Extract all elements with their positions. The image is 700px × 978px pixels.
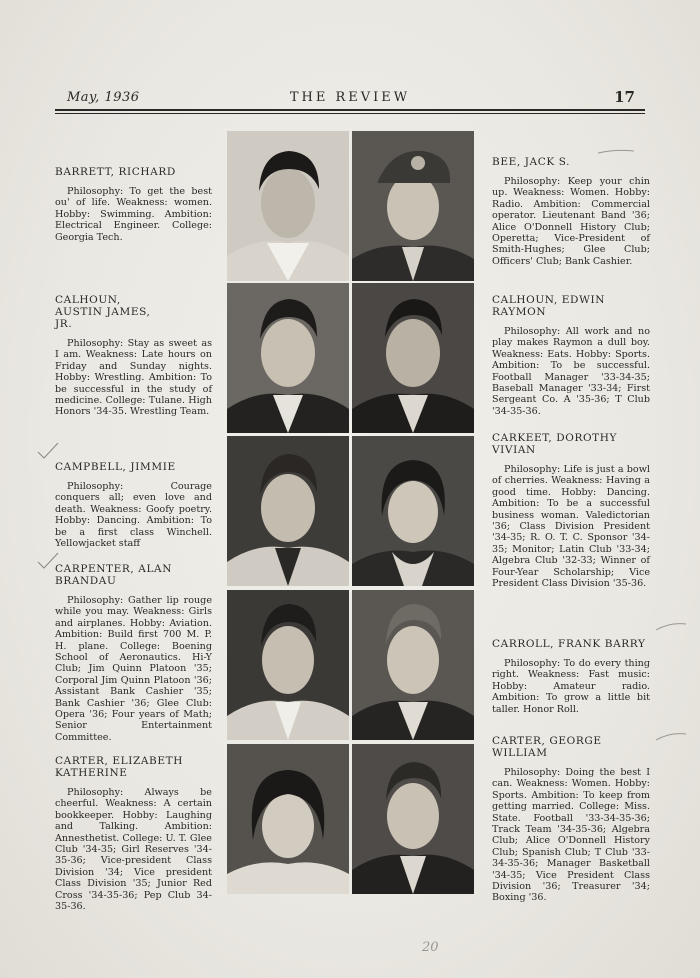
page-header [55,86,645,116]
entry-bio: Philosophy: To get the best ou' of life. Weakness: women. Hobby: Swimming. Ambition: Electrical Engineer. College: Georgia Tech. [55,186,212,243]
header-date: May, 1936 [67,90,140,105]
header-rule [55,109,645,111]
entry-carroll [492,638,650,715]
pencil-dash-mark [654,620,688,634]
entry-name: BARRETT, RICHARD [55,166,176,178]
entry-bio: Philosophy: Life is just a bowl of cherries. Weakness: Having a good time. Hobby: Dancing. Ambition: To be a successful business woman. Valedictorian '36; Class Division President '34-35; R. O. T. C. Sponsor '34-35; Monitor; Latin Club '33-34; Algebra Club '32-33; Winner of Four-Year Scholarship; Vice President Class Division '35-36. [492,464,650,590]
portrait-campbell [227,436,349,586]
pencil-dash-mark [596,145,636,157]
entry-carpenter [55,563,212,743]
portrait-barrett [227,131,349,281]
portrait-carkeet [352,436,474,586]
pencil-check-mark [36,550,60,574]
pencil-dash-mark [654,730,688,744]
portrait-calhoun-edwin [352,283,474,433]
entry-bio: Philosophy: Gather lip rouge while you may. Weakness: Girls and airplanes. Hobby: Aviation. Ambition: Build first 700 M. P. H. plane. College: Boening School of Aeronautics. Hi-Y Club; Jim Quinn Platoon '35; Corporal Jim Quinn Platoon '36; Assistant Bank Cashier '35; Bank Cashier '36; Glee Club: Opera '36; Four years of Math; Senior Entertainment Committee. [55,595,212,743]
entry-bio: Philosophy: All work and no play makes Raymon a dull boy. Weakness: Eats. Hobby: Sports. Ambition: To be successful. Football Manager '33-34-35; Baseball Manager '33-34; First Sergeant Co. A '35-36; T Club '34-35-36. [492,326,650,417]
header-rule-thin [55,113,645,114]
entry-bio: Philosophy: To do every thing right. Weakness: Fast music: Hobby: Amateur radio. Ambition: To grow a little bit taller. Honor Roll. [492,658,650,715]
entry-carter-george [492,735,650,904]
portrait-carter-elizabeth [227,744,349,894]
entry-bio: Philosophy: Keep your chin up. Weakness: Women. Hobby: Radio. Ambition: Commercial operator. Lieutenant Band '36; Alice O'Donnell History Club; Operetta; Vice-President of Smith-Hughes; Glee Club; Officers' Club; Bank Cashier. [492,176,650,267]
entry-carter-elizabeth [55,755,212,912]
portrait-calhoun-austin [227,283,349,433]
entry-calhoun-austin [55,294,212,418]
entry-name: CARKEET, DOROTHY VIVIAN [492,432,618,456]
portrait-carter-george [352,744,474,894]
entry-campbell [55,461,212,549]
entry-name: CARROLL, FRANK BARRY [492,638,646,650]
entry-bio: Philosophy: Stay as sweet as I am. Weakness: Late hours on Friday and Sunday nights. Hobby: Wrestling. Ambition: To be successful in the study of medicine. College: Tulane. High Honors '34-35. Wrestling Team. [55,338,212,418]
entry-name: CALHOUN, AUSTIN JAMES, JR. [55,294,151,330]
entry-barrett [55,166,212,243]
entry-bio: Philosophy: Doing the best I can. Weakness: Women. Hobby: Sports. Ambition: To keep from getting married. College: Miss. State. Football '33-34-35-36; Track Team '34-35-36; Algebra Club; Alice O'Donnell History Club; Spanish Club; T Club '33-34-35-36; Manager Basketball '34-35; Vice President Class Division '36; Treasurer '34; Boxing '36. [492,767,650,904]
entry-bio: Philosophy: Courage conquers all; even love and death. Weakness: Goofy poetry. Hobby: Dancing. Ambition: To be a first class Winchell. Yellowjacket staff [55,481,212,550]
portrait-carroll [352,590,474,740]
portrait-carpenter [227,590,349,740]
entry-name: CARTER, ELIZABETH KATHERINE [55,755,183,779]
entry-bee [492,156,650,267]
entry-bio: Philosophy: Always be cheerful. Weakness: A certain bookkeeper. Hobby: Laughing and Talking. Ambition: Annesthetist. College: U. T. Glee Club '34-35; Girl Reserves '34-35-36; Vice-president Class Division '34; Vice president Class Division '35; Junior Red Cross '34-35-36; Pep Club 34-35-36. [55,787,212,913]
entry-name: CARTER, GEORGE WILLIAM [492,735,602,759]
entry-carkeet [492,432,650,589]
pencil-check-mark [36,440,60,464]
entry-name: BEE, JACK S. [492,156,571,168]
portrait-bee [352,131,474,281]
entry-name: CAMPBELL, JIMMIE [55,461,176,473]
header-title: THE REVIEW [289,90,411,105]
page-number: 17 [614,88,635,106]
entry-name: CALHOUN, EDWIN RAYMON [492,294,606,318]
entry-name: CARPENTER, ALAN BRANDAU [55,563,173,587]
entry-calhoun-edwin [492,294,650,417]
pencil-note: 20 [422,940,439,955]
